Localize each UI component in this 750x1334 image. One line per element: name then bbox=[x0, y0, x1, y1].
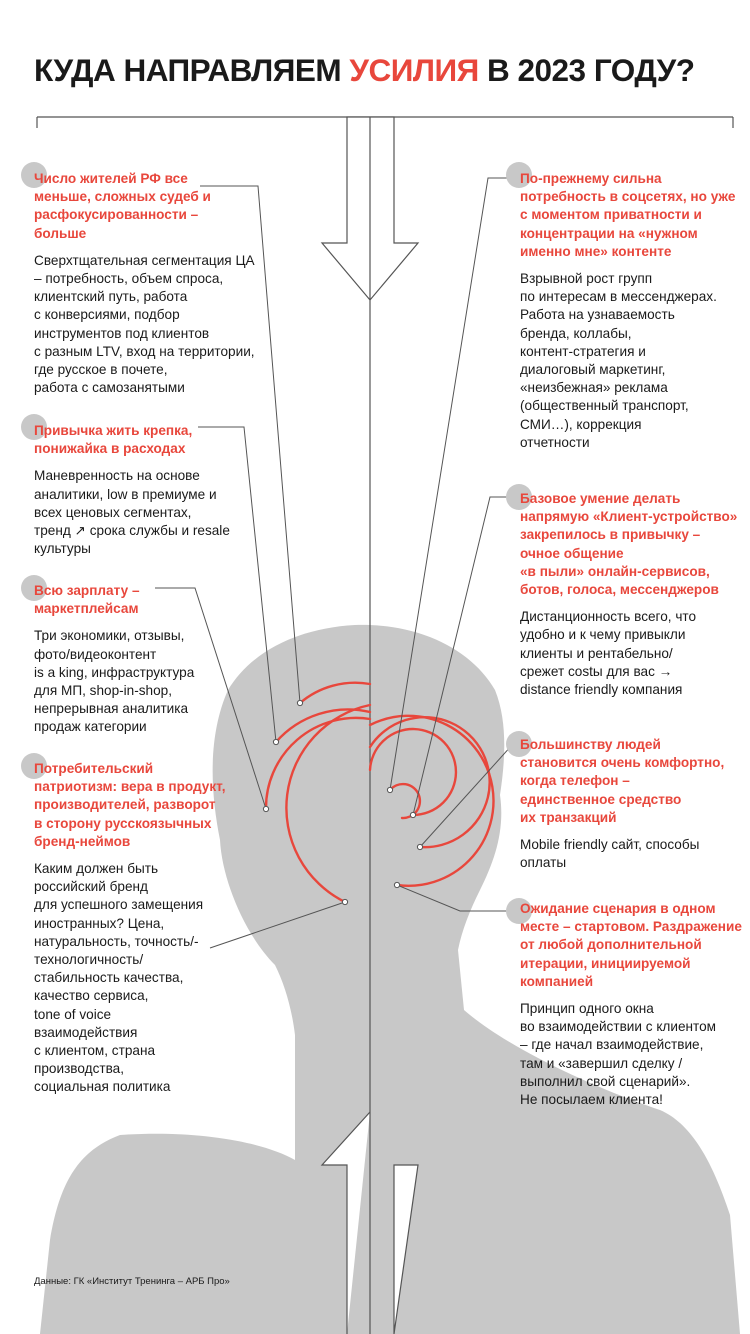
item-body: Дистанционность всего, что удобно и к чему привыкли клиенты и рентабельно/ срежет costы для вас → distance friendly компания bbox=[520, 609, 697, 698]
item-heading: Базовое умение делать напрямую «Клиент-устройство» закрепилось в привычку – очное общение «в пыли» онлайн-сервисов, ботов, голоса, мессенджеров bbox=[520, 491, 738, 598]
left-item-2 bbox=[34, 422, 274, 558]
item-heading: Ожидание сценария в одном месте – стартовом. Раздражение от любой дополнительной итерации, инициируемой компанией bbox=[520, 901, 742, 989]
source-note: Данные: ГК «Институт Тренинга – АРБ Про» bbox=[34, 1276, 230, 1287]
item-body: Mobile friendly сайт, способы оплаты bbox=[520, 837, 700, 871]
right-item-2 bbox=[520, 490, 748, 699]
item-body: Сверхтщательная сегментация ЦА – потребность, объем спроса, клиентский путь, работа с конверсиями, подбор инструментов под клиентов с разным LTV, вход на территории, где русское в почете, работа с самозанятыми bbox=[34, 252, 255, 396]
left-item-3 bbox=[34, 582, 254, 737]
right-item-3 bbox=[520, 736, 748, 872]
right-item-4 bbox=[520, 900, 748, 1109]
item-heading: Число жителей РФ все меньше, сложных судеб и расфокусированности – больше bbox=[34, 171, 211, 241]
item-heading: Привычка жить крепка, понижайка в расходах bbox=[34, 423, 193, 457]
item-body: Три экономики, отзывы, фото/видеоконтент is a king, инфраструктура для МП, shop-in-shop, непрерывная аналитика продаж категории bbox=[34, 628, 195, 735]
item-heading: По-прежнему сильна потребность в соцсетях, но уже с моментом приватности и концентрации на «нужном именно мне» контенте bbox=[520, 171, 736, 259]
title-highlight: УСИЛИЯ bbox=[349, 52, 479, 88]
item-body: Взрывной рост групп по интересам в мессенджерах. Работа на узнаваемость бренда, коллабы, контент-стратегия и диалоговый маркетинг, «неизбежная» реклама (общественный транспорт, СМИ…), коррекция отчетности bbox=[520, 271, 717, 450]
item-body: Маневренность на основе аналитики, low в премиуме и всех ценовых сегментах, тренд ↗ срока службы и resale культуры bbox=[34, 468, 230, 557]
left-item-1 bbox=[34, 170, 274, 397]
left-item-4 bbox=[34, 760, 259, 1097]
item-body: Каким должен быть российский бренд для успешного замещения иностранных? Цена, натуральность, точность/- технологичность/ стабильность качества, качество сервиса, tone of voice взаимодействия с клиентом, страна производства, социальная политика bbox=[34, 861, 204, 1095]
item-heading: Большинству людей становится очень комфортно, когда телефон – единственное средство их транзакций bbox=[520, 737, 725, 825]
item-heading: Потребительский патриотизм: вера в продукт, производителей, разворот в сторону русскоязычных бренд-неймов bbox=[34, 761, 226, 849]
item-body: Принцип одного окна во взаимодействии с клиентом – где начал взаимодействие, там и «завершил сделку / выполнил свой сценарий». Не посылаем клиента! bbox=[520, 1001, 717, 1108]
item-heading: Всю зарплату – маркетплейсам bbox=[34, 583, 140, 617]
right-item-1 bbox=[520, 170, 748, 452]
page-title: КУДА НАПРАВЛЯЕМ УСИЛИЯ В 2023 ГОДУ? bbox=[34, 52, 695, 88]
